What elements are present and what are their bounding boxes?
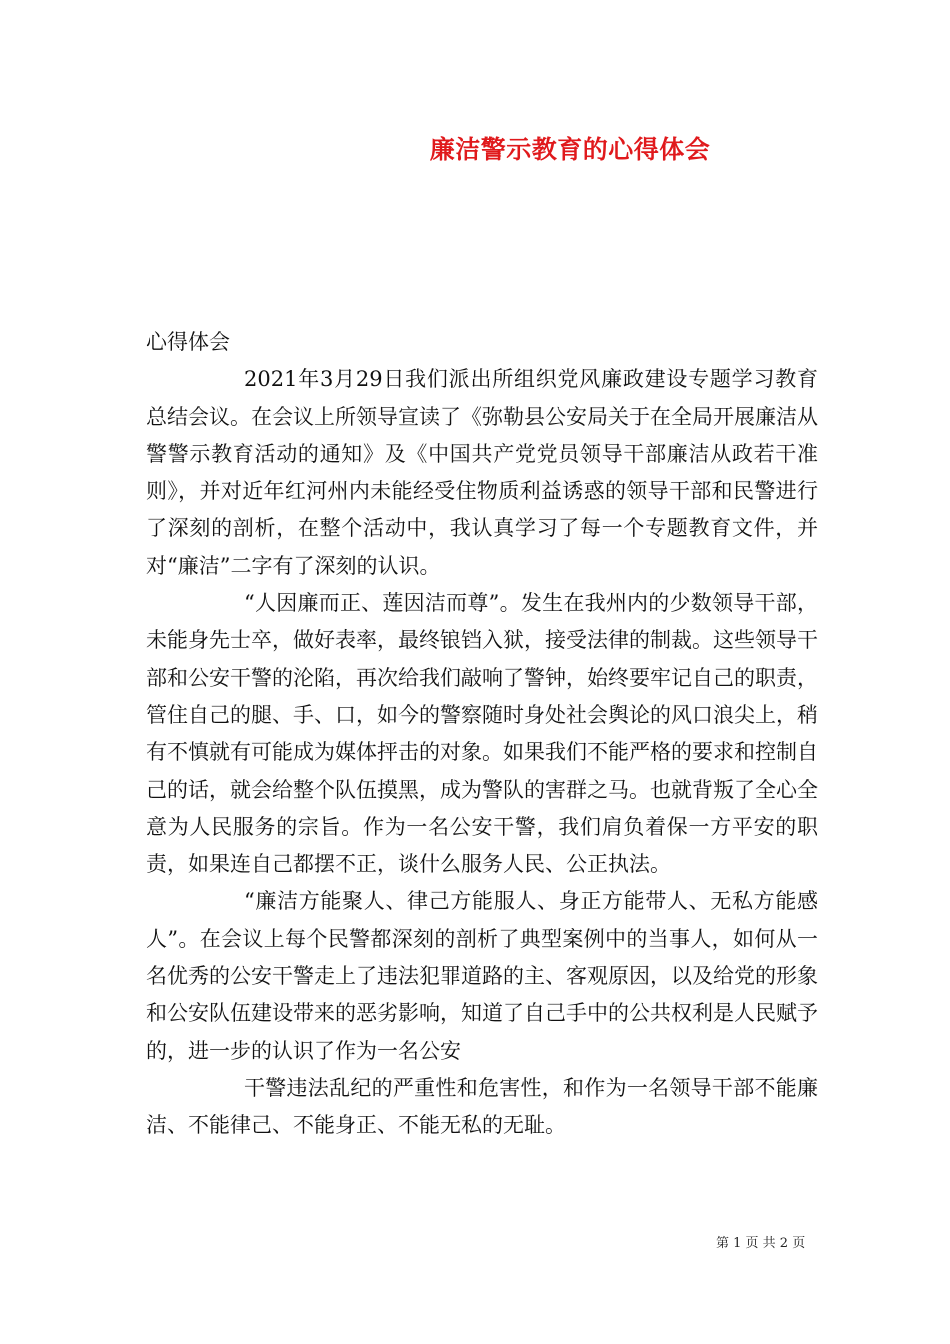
page-number-footer: 第 1 页 共 2 页 bbox=[716, 1236, 806, 1251]
document-title: 廉洁警示教育的心得体会 bbox=[429, 135, 711, 164]
paragraph-4: 干警违法乱纪的严重性和危害性，和作为一名领导干部不能廉洁、不能律己、不能身正、不能无私的无耻。 bbox=[146, 1075, 818, 1138]
section-heading: 心得体会 bbox=[146, 330, 230, 354]
paragraph-2: “人因廉而正、莲因洁而尊”。发生在我州内的少数领导干部，未能身先士卒，做好表率，最终锒铛入狱，接受法律的制裁。这些领导干部和公安干警的沦陷，再次给我们敲响了警钟，始终要牢记自己的职责，管住自己的腿、手、口，如今的警察随时身处社会舆论的风口浪尖上，稍有不慎就有可能成为媒体抨击的对象。如果我们不能严格的要求和控制自己的话，就会给整个队伍摸黑，成为警队的害群之马。也就背叛了全心全意为人民服务的宗旨。作为一名公安干警，我们肩负着保一方平安的职责，如果连自己都摆不正，谈什么服务人民、公正执法。 bbox=[146, 591, 818, 877]
document-body bbox=[146, 324, 818, 1145]
paragraph-3: “廉洁方能聚人、律己方能服人、身正方能带人、无私方能感人”。在会议上每个民警都深刻的剖析了典型案例中的当事人，如何从一名优秀的公安干警走上了违法犯罪道路的主、客观原因，以及给党的形象和公安队伍建设带来的恶劣影响，知道了自己手中的公共权利是人民赋予的，进一步的认识了作为一名公安 bbox=[146, 889, 818, 1063]
paragraph-1: 2021年3月29日我们派出所组织党风廉政建设专题学习教育总结会议。在会议上所领导宣读了《弥勒县公安局关于在全局开展廉洁从警警示教育活动的通知》及《中国共产党党员领导干部廉洁从政若干准则》，并对近年红河州内未能经受住物质利益诱惑的领导干部和民警进行了深刻的剖析，在整个活动中，我认真学习了每一个专题教育文件，并对“廉洁”二字有了深刻的认识。 bbox=[146, 367, 818, 578]
